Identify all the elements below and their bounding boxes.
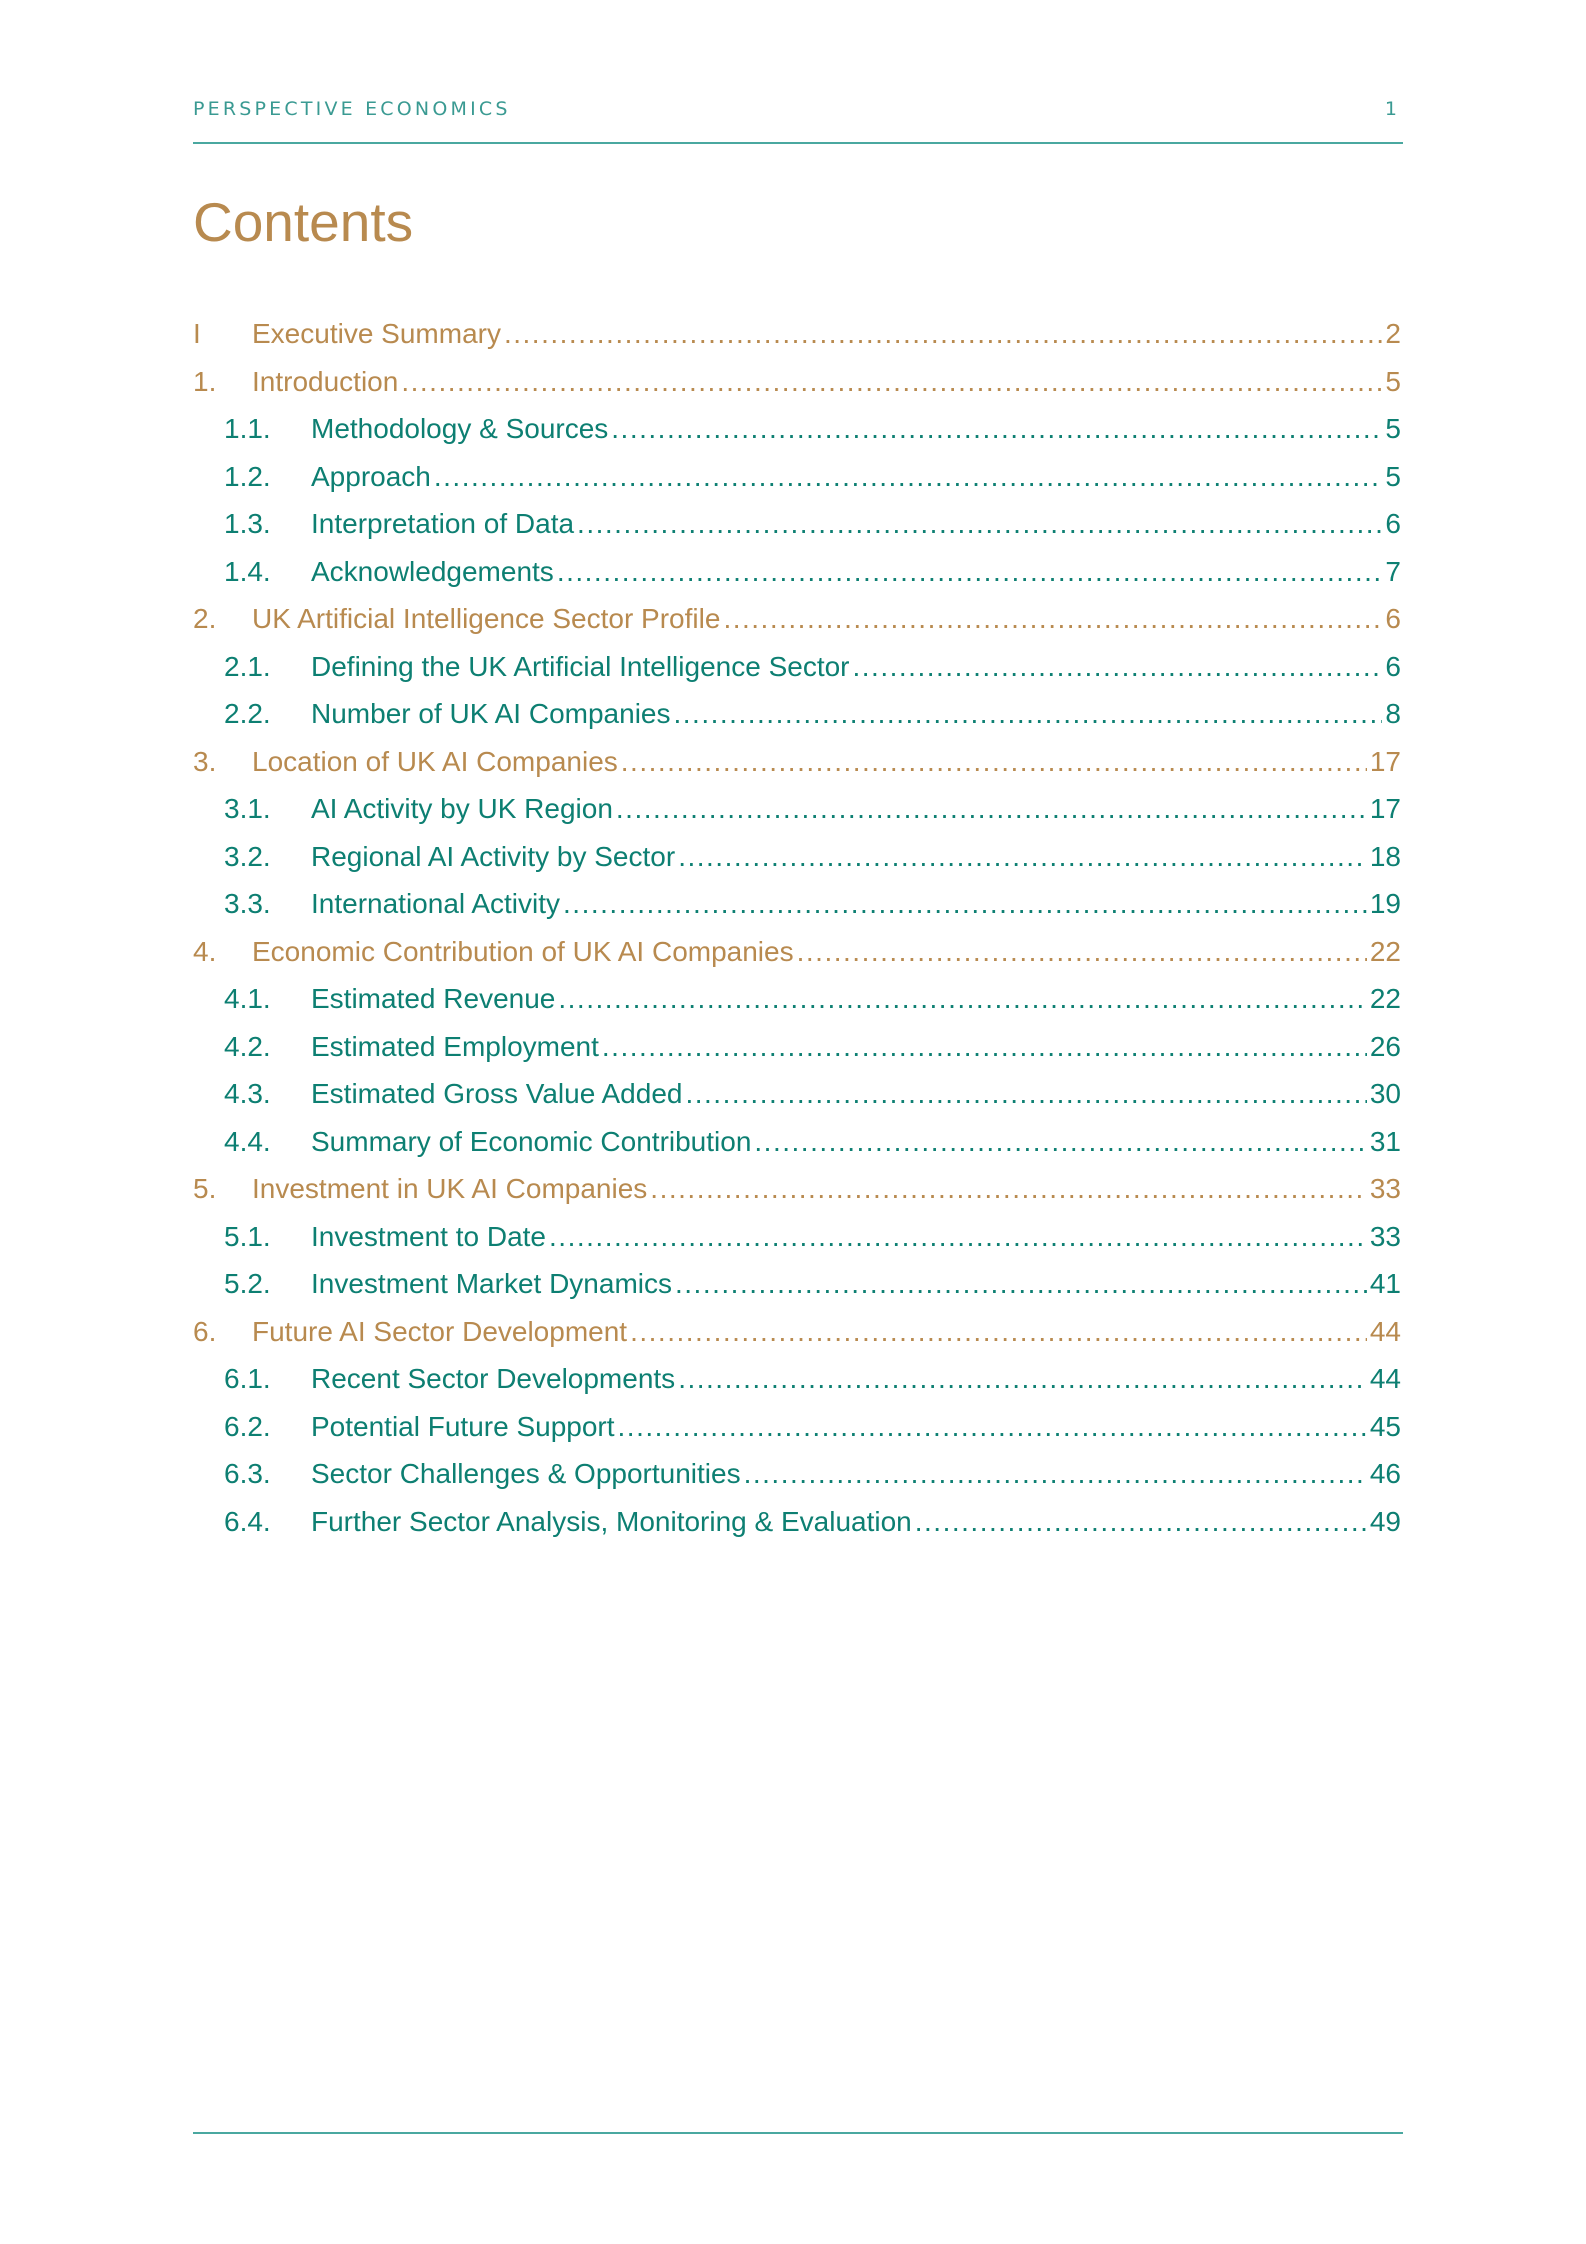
toc-entry-label: Introduction xyxy=(252,365,399,397)
toc-section-entry[interactable] xyxy=(193,1173,1401,1221)
toc-subsection-entry[interactable] xyxy=(193,1458,1401,1506)
toc-entry-label: Regional AI Activity by Sector xyxy=(311,840,676,872)
toc-entry-number: 3. xyxy=(193,745,217,777)
toc-dot-leader xyxy=(675,1268,1367,1300)
toc-entry-page: 5 xyxy=(1385,365,1401,397)
toc-dot-leader xyxy=(557,556,1383,588)
toc-entry-number: 4.1. xyxy=(224,983,271,1014)
toc-subsection-entry[interactable] xyxy=(193,793,1401,841)
toc-entry-number: 5.1. xyxy=(224,1220,271,1252)
toc-dot-leader xyxy=(853,651,1383,683)
toc-entry-page: 19 xyxy=(1369,888,1401,919)
toc-dot-leader xyxy=(563,888,1367,920)
header-page-number: 1 xyxy=(1384,98,1397,120)
toc-section-entry[interactable] xyxy=(193,366,1401,414)
toc-dot-leader xyxy=(915,1506,1367,1538)
toc-entry-page: 22 xyxy=(1369,935,1401,967)
toc-dot-leader xyxy=(504,318,1382,350)
toc-dot-leader xyxy=(616,793,1367,825)
toc-dot-leader xyxy=(401,366,1382,398)
toc-entry-number: 2.1. xyxy=(224,650,271,682)
toc-section-entry[interactable] xyxy=(193,1316,1401,1364)
toc-entry-page: 33 xyxy=(1369,1173,1401,1204)
toc-entry-label: Recent Sector Developments xyxy=(311,1363,676,1394)
toc-entry-label: Estimated Gross Value Added xyxy=(311,1078,683,1109)
page-header xyxy=(193,96,1403,144)
toc-entry-label: Economic Contribution of UK AI Companies xyxy=(252,935,794,967)
toc-dot-leader xyxy=(611,413,1382,445)
toc-entry-label: Further Sector Analysis, Monitoring & Evaluation xyxy=(311,1505,912,1537)
toc-entry-page: 44 xyxy=(1369,1315,1401,1347)
toc-entry-page: 33 xyxy=(1369,1220,1401,1252)
toc-dot-leader xyxy=(558,983,1366,1015)
toc-dot-leader xyxy=(685,1078,1366,1110)
toc-entry-label: Future AI Sector Development xyxy=(252,1315,628,1347)
toc-entry-number: 3.2. xyxy=(224,840,271,872)
toc-entry-page: 6 xyxy=(1385,603,1401,634)
toc-subsection-entry[interactable] xyxy=(193,1411,1401,1459)
toc-dot-leader xyxy=(754,1126,1366,1158)
toc-subsection-entry[interactable] xyxy=(193,651,1401,699)
toc-entry-number: 4.4. xyxy=(224,1125,271,1157)
toc-entry-label: Acknowledgements xyxy=(311,555,554,587)
toc-dot-leader xyxy=(549,1221,1367,1253)
toc-section-entry[interactable] xyxy=(193,603,1401,651)
toc-entry-page: 17 xyxy=(1369,745,1401,777)
toc-entry-number: 1.4. xyxy=(224,555,271,587)
toc-entry-page: 26 xyxy=(1369,1030,1401,1062)
toc-entry-number: 6.2. xyxy=(224,1410,271,1442)
toc-subsection-entry[interactable] xyxy=(193,983,1401,1031)
toc-entry-number: 1.3. xyxy=(224,508,271,539)
toc-entry-page: 45 xyxy=(1369,1410,1401,1442)
toc-dot-leader xyxy=(650,1173,1367,1205)
toc-entry-label: Executive Summary xyxy=(252,318,501,349)
toc-entry-label: Estimated Revenue xyxy=(311,983,556,1014)
toc-entry-number: 3.3. xyxy=(224,888,271,919)
toc-subsection-entry[interactable] xyxy=(193,508,1401,556)
toc-dot-leader xyxy=(618,1411,1367,1443)
toc-entry-number: 6.3. xyxy=(224,1458,271,1489)
footer-rule xyxy=(193,2132,1403,2134)
toc-dot-leader xyxy=(621,746,1367,778)
toc-entry-number: 3.1. xyxy=(224,793,271,824)
toc-entry-page: 49 xyxy=(1369,1505,1401,1537)
toc-subsection-entry[interactable] xyxy=(193,1363,1401,1411)
page-title: Contents xyxy=(193,191,414,253)
toc-entry-number: 6.4. xyxy=(224,1505,271,1537)
toc-entry-page: 2 xyxy=(1385,318,1401,349)
toc-dot-leader xyxy=(434,461,1383,493)
toc-dot-leader xyxy=(678,1363,1367,1395)
toc-entry-label: Location of UK AI Companies xyxy=(252,745,618,777)
toc-entry-page: 41 xyxy=(1369,1268,1401,1299)
toc-entry-page: 6 xyxy=(1385,508,1401,539)
toc-entry-label: Number of UK AI Companies xyxy=(311,698,671,729)
toc-entry-number: 6.1. xyxy=(224,1363,271,1394)
toc-subsection-entry[interactable] xyxy=(193,1506,1401,1554)
toc-entry-page: 7 xyxy=(1385,555,1401,587)
toc-subsection-entry[interactable] xyxy=(193,556,1401,604)
toc-entry-page: 8 xyxy=(1385,698,1401,729)
toc-entry-label: Investment in UK AI Companies xyxy=(252,1173,648,1204)
toc-entry-number: 6. xyxy=(193,1315,217,1347)
toc-subsection-entry[interactable] xyxy=(193,1031,1401,1079)
toc-entry-number: 4.2. xyxy=(224,1030,271,1062)
toc-entry-number: 4. xyxy=(193,935,217,967)
toc-entry-number: 1. xyxy=(193,365,217,397)
toc-entry-number: 1.1. xyxy=(224,413,271,444)
toc-entry-page: 18 xyxy=(1369,840,1401,872)
toc-entry-page: 17 xyxy=(1369,793,1401,824)
toc-entry-label: Summary of Economic Contribution xyxy=(311,1125,752,1157)
toc-subsection-entry[interactable] xyxy=(193,1126,1401,1174)
toc-entry-page: 46 xyxy=(1369,1458,1401,1489)
toc-entry-label: Defining the UK Artificial Intelligence Sector xyxy=(311,650,850,682)
toc-entry-label: Estimated Employment xyxy=(311,1030,599,1062)
toc-entry-label: UK Artificial Intelligence Sector Profile xyxy=(252,603,721,634)
toc-entry-label: Investment to Date xyxy=(311,1220,547,1252)
toc-subsection-entry[interactable] xyxy=(193,1078,1401,1126)
toc-entry-label: Sector Challenges & Opportunities xyxy=(311,1458,741,1489)
toc-subsection-entry[interactable] xyxy=(193,841,1401,889)
toc-entry-number: 1.2. xyxy=(224,460,271,492)
toc-dot-leader xyxy=(797,936,1367,968)
toc-entry-number: I xyxy=(193,318,201,349)
toc-entry-page: 30 xyxy=(1369,1078,1401,1109)
toc-entry-number: 2.2. xyxy=(224,698,271,729)
toc-dot-leader xyxy=(577,508,1382,540)
toc-entry-page: 5 xyxy=(1385,460,1401,492)
toc-entry-number: 2. xyxy=(193,603,217,634)
toc-entry-label: Investment Market Dynamics xyxy=(311,1268,672,1299)
toc-subsection-entry[interactable] xyxy=(193,888,1401,936)
toc-entry-number: 5. xyxy=(193,1173,217,1204)
toc-entry-label: Approach xyxy=(311,460,431,492)
toc-subsection-entry[interactable] xyxy=(193,1268,1401,1316)
toc-entry-page: 44 xyxy=(1369,1363,1401,1394)
toc-dot-leader xyxy=(744,1458,1367,1490)
toc-entry-label: Interpretation of Data xyxy=(311,508,575,539)
toc-subsection-entry[interactable] xyxy=(193,413,1401,461)
toc-dot-leader xyxy=(674,698,1383,730)
toc-entry-label: AI Activity by UK Region xyxy=(311,793,613,824)
toc-section-entry[interactable] xyxy=(193,936,1401,984)
toc-dot-leader xyxy=(678,841,1367,873)
toc-section-entry[interactable] xyxy=(193,318,1401,366)
toc-entry-number: 5.2. xyxy=(224,1268,271,1299)
header-brand: PERSPECTIVE ECONOMICS xyxy=(193,98,511,120)
toc-entry-label: International Activity xyxy=(311,888,561,919)
toc-subsection-entry[interactable] xyxy=(193,1221,1401,1269)
toc-section-entry[interactable] xyxy=(193,746,1401,794)
toc-dot-leader xyxy=(602,1031,1367,1063)
toc-subsection-entry[interactable] xyxy=(193,698,1401,746)
toc-entry-page: 22 xyxy=(1369,983,1401,1014)
toc-subsection-entry[interactable] xyxy=(193,461,1401,509)
toc-entry-page: 5 xyxy=(1385,413,1401,444)
toc-entry-page: 6 xyxy=(1385,650,1401,682)
toc-dot-leader xyxy=(723,603,1382,635)
toc-dot-leader xyxy=(630,1316,1367,1348)
toc-entry-label: Potential Future Support xyxy=(311,1410,615,1442)
toc-entry-label: Methodology & Sources xyxy=(311,413,609,444)
toc-entry-page: 31 xyxy=(1369,1125,1401,1157)
toc-entry-number: 4.3. xyxy=(224,1078,271,1109)
table-of-contents xyxy=(193,318,1401,1553)
